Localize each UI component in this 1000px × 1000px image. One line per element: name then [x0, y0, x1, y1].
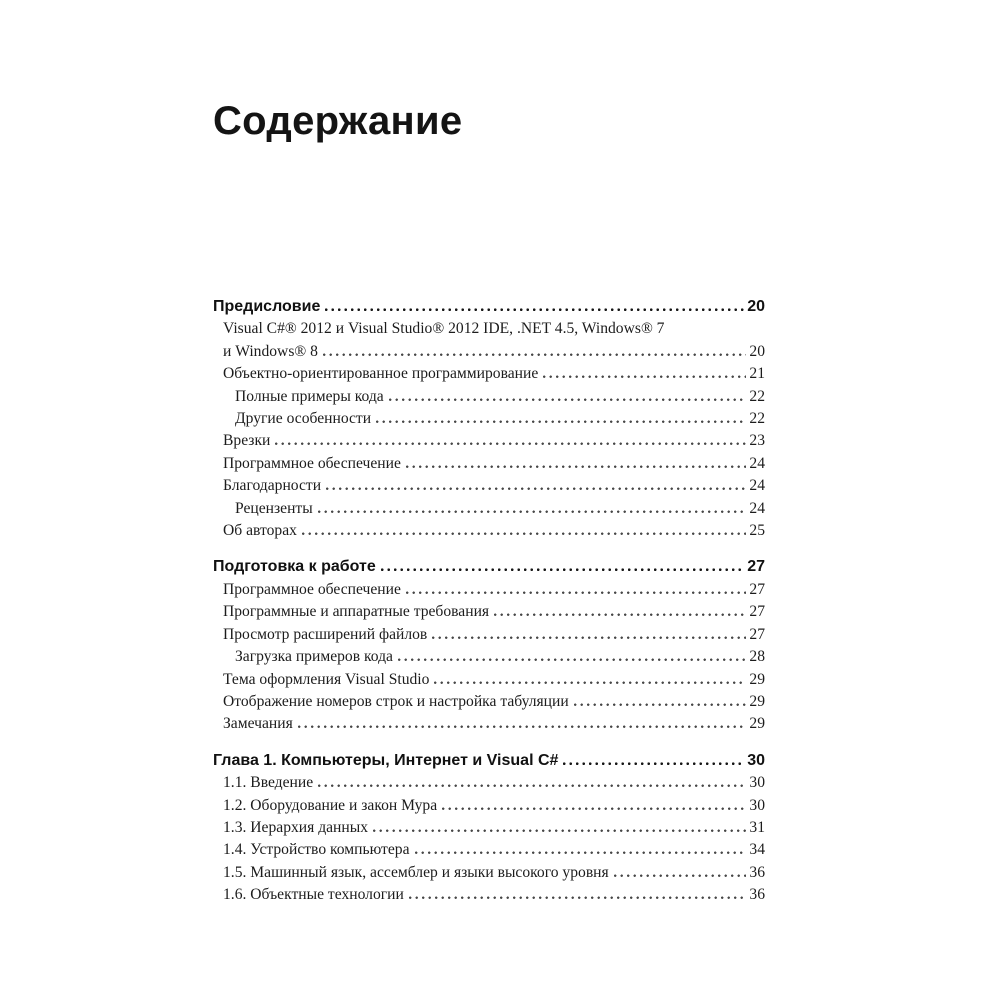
- toc-entry: [213, 713, 765, 735]
- page-number: 24: [749, 499, 765, 517]
- toc-label: Рецензенты: [235, 499, 313, 517]
- toc-label: Программное обеспечение: [223, 454, 401, 472]
- page-number: 28: [749, 648, 765, 666]
- dot-leader: [318, 784, 746, 787]
- toc-entry: [213, 624, 765, 646]
- toc-label: 1.2. Оборудование и закон Мура: [223, 796, 438, 814]
- toc-label: Загрузка примеров кода: [235, 648, 393, 666]
- dot-leader: [432, 636, 746, 639]
- toc-label: Замечания: [223, 715, 293, 733]
- toc-label: Врезки: [223, 432, 271, 450]
- toc-entry: [213, 646, 765, 668]
- dot-leader: [325, 308, 744, 311]
- dot-leader: [434, 681, 746, 684]
- toc-entry: [213, 772, 765, 794]
- page-number: 27: [747, 558, 765, 576]
- page-number: 27: [749, 603, 765, 621]
- dot-leader: [563, 762, 744, 765]
- page-number: 24: [749, 454, 765, 472]
- page-number: 20: [749, 342, 765, 360]
- toc-label: Глава 1. Компьютеры, Интернет и Visual C#: [213, 751, 559, 769]
- toc-label: 1.1. Введение: [223, 774, 314, 792]
- dot-leader: [398, 658, 746, 661]
- toc-label: Об авторах: [223, 522, 297, 540]
- toc-entry: [213, 430, 765, 452]
- toc-entry: [213, 817, 765, 839]
- toc-label: Другие особенности: [235, 410, 372, 428]
- dot-leader: [376, 420, 746, 423]
- dot-leader: [442, 807, 746, 810]
- page-number: 24: [749, 477, 765, 495]
- page-number: 30: [749, 774, 765, 792]
- page-number: 20: [747, 298, 765, 315]
- toc-label: 1.5. Машинный язык, ассемблер и языки высокого уровня: [223, 863, 609, 881]
- toc-label: Подготовка к работе: [213, 558, 376, 576]
- toc-entry: [213, 839, 765, 861]
- dot-leader: [409, 896, 747, 899]
- page-number: 36: [749, 863, 765, 881]
- dot-leader: [494, 613, 746, 616]
- dot-leader: [543, 375, 746, 378]
- toc-entry: [213, 579, 765, 601]
- toc-label: Отображение номеров строк и настройка табуляции: [223, 692, 569, 710]
- toc-entry: [213, 601, 765, 623]
- page-number: 22: [749, 387, 765, 405]
- page-number: 29: [749, 670, 765, 688]
- toc-label: Программные и аппаратные требования: [223, 603, 490, 621]
- toc-heading: [213, 750, 765, 772]
- dot-leader: [415, 851, 747, 854]
- toc-entry: [213, 363, 765, 385]
- page-number: 30: [747, 751, 765, 769]
- toc-section: [213, 750, 765, 907]
- page-number: 21: [749, 365, 765, 383]
- toc-entry: [213, 795, 765, 817]
- toc-entry: [213, 386, 765, 408]
- page-number: 31: [749, 818, 765, 836]
- toc-entry: [213, 862, 765, 884]
- toc-heading: [213, 556, 765, 578]
- toc-entry-wrapped-line: Visual C#® 2012 и Visual Studio® 2012 IDE, .NET 4.5, Windows® 7: [223, 320, 665, 338]
- table-of-contents: [213, 296, 765, 907]
- toc-label: Благодарности: [223, 477, 322, 495]
- dot-leader: [318, 510, 747, 513]
- page-number: 30: [749, 796, 765, 814]
- dot-leader: [381, 568, 744, 571]
- page-number: 34: [749, 841, 765, 859]
- toc-label: Тема оформления Visual Studio: [223, 670, 430, 688]
- toc-section: [213, 556, 765, 735]
- page-number: 27: [749, 625, 765, 643]
- toc-entry: [213, 520, 765, 542]
- toc-entry: [213, 453, 765, 475]
- toc-label: 1.4. Устройство компьютера: [223, 841, 410, 859]
- dot-leader: [574, 703, 747, 706]
- dot-leader: [323, 353, 746, 356]
- toc-entry: [213, 408, 765, 430]
- dot-leader: [373, 829, 746, 832]
- page-number: 29: [749, 692, 765, 710]
- page-number: 29: [749, 715, 765, 733]
- page-title: Содержание: [213, 99, 463, 143]
- toc-heading: [213, 296, 765, 318]
- page-number: 36: [749, 886, 765, 904]
- toc-label: Полные примеры кода: [235, 387, 384, 405]
- toc-entry: [213, 475, 765, 497]
- toc-entry: [213, 884, 765, 906]
- dot-leader: [298, 725, 747, 728]
- page-number: 22: [749, 410, 765, 428]
- toc-label: Объектно-ориентированное программирование: [223, 365, 539, 383]
- toc-entry: [213, 669, 765, 691]
- dot-leader: [302, 532, 746, 535]
- toc-label: Программное обеспечение: [223, 580, 401, 598]
- page-number: 23: [749, 432, 765, 450]
- dot-leader: [275, 442, 746, 445]
- toc-label: Предисловие: [213, 298, 321, 315]
- page-number: 27: [749, 580, 765, 598]
- dot-leader: [406, 465, 747, 468]
- toc-entry: [213, 341, 765, 363]
- dot-leader: [326, 487, 746, 490]
- toc-label: 1.3. Иерархия данных: [223, 818, 369, 836]
- page-number: 25: [749, 522, 765, 540]
- toc-entry: [213, 498, 765, 520]
- dot-leader: [614, 874, 747, 877]
- toc-entry: [213, 691, 765, 713]
- dot-leader: [389, 398, 747, 401]
- dot-leader: [406, 591, 747, 594]
- toc-label: Просмотр расширений файлов: [223, 625, 428, 643]
- toc-section: [213, 296, 765, 542]
- toc-label: 1.6. Объектные технологии: [223, 886, 404, 904]
- toc-label: и Windows® 8: [223, 342, 318, 360]
